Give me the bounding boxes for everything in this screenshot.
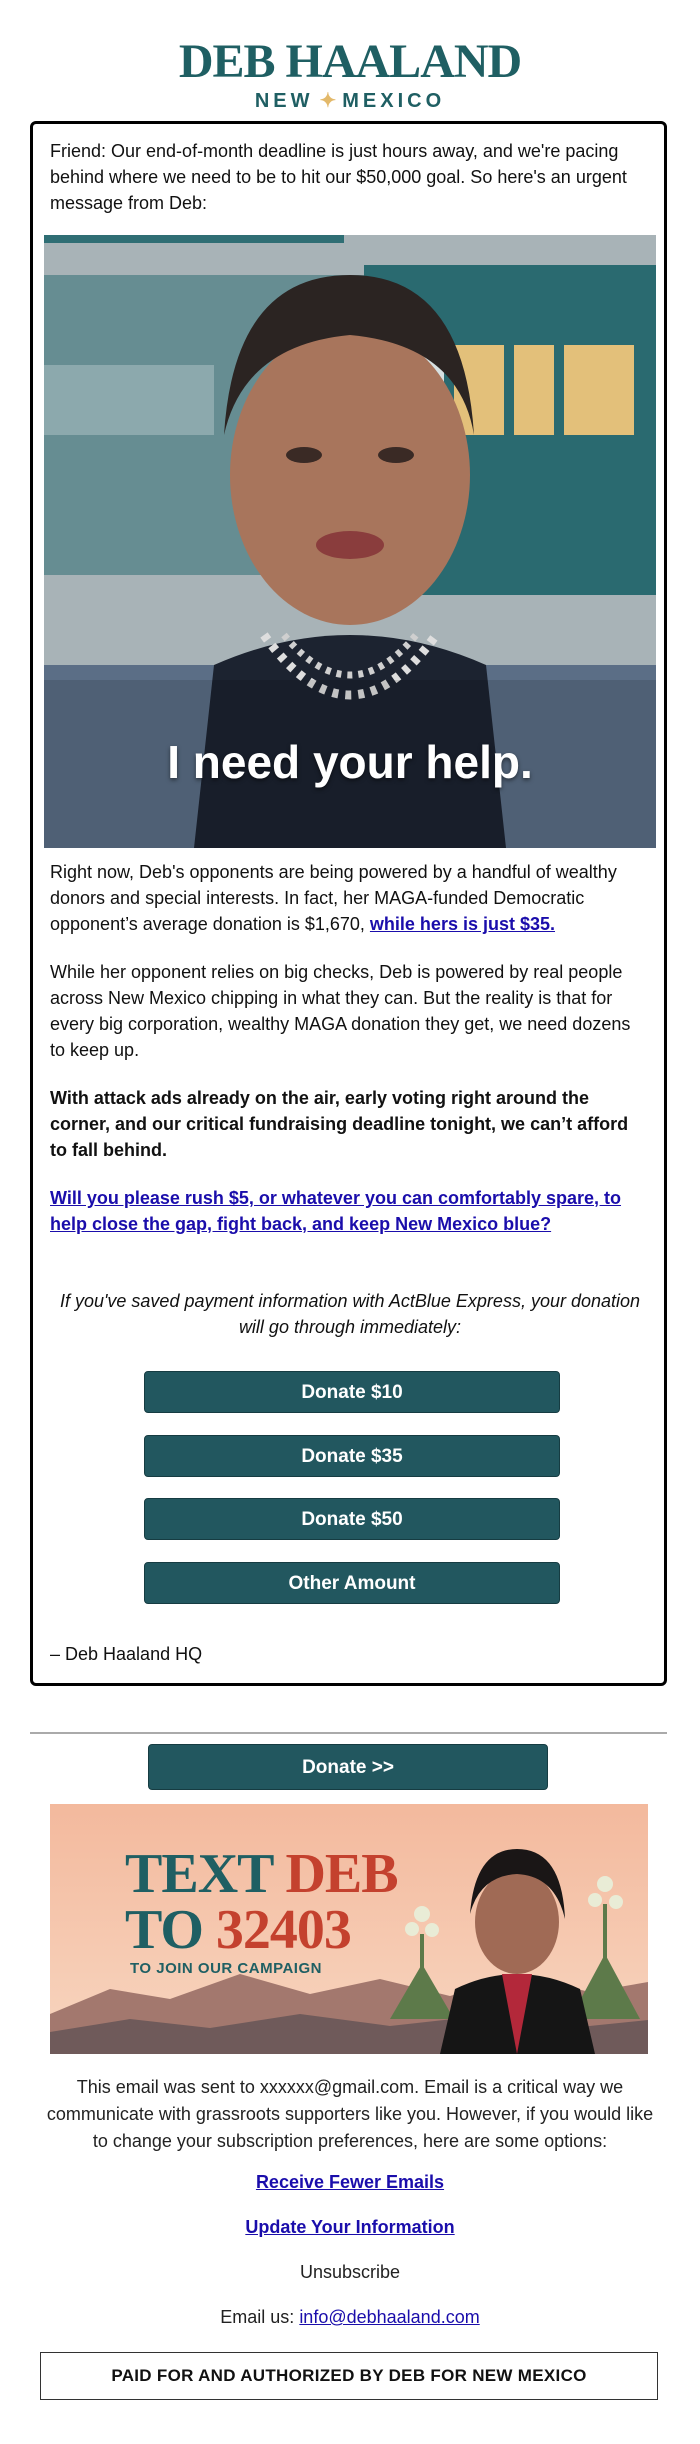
banner-deb-word: DEB [285,1843,398,1905]
intro-paragraph: Friend: Our end-of-month deadline is just hours away, and we're pacing behind where we need to be to hit our $50,000 goal. So here's an urgent message from Deb: [50,141,627,213]
donate-10-button[interactable]: Donate $10 [144,1371,560,1413]
average-donation-link[interactable]: while hers is just $35. [369,914,556,934]
update-info-row [0,2217,700,2238]
subscription-notice: This email was sent to xxxxxx@gmail.com. Email is a critical way we communicate with grassroots supporters like you. However, if you would like to change your subscription preferences, here are some options: [46,2077,654,2151]
real-people-paragraph: While her opponent relies on big checks, Deb is powered by real people across New Mexico chipping in what they can. But the reality is that for every big corporation, wealthy MAGA donation they get, we need dozens to keep up. [50,962,631,1060]
campaign-logo-name: DEB HAALAND [178,35,522,88]
banner-shortcode: 32403 [215,1899,351,1961]
banner-headline-line2 [125,1899,351,1961]
receive-fewer-emails-link[interactable]: Receive Fewer Emails [255,2172,445,2192]
campaign-logo-state [0,90,700,112]
deadline-paragraph: With attack ads already on the air, early voting right around the corner, and our critical fundraising deadline tonight, we can’t afford to fall behind. [50,1088,629,1160]
message-card [30,121,667,1686]
logo-state-left: NEW [254,90,314,112]
banner-headline-line1 [125,1843,398,1905]
contact-email-link[interactable]: info@debhaaland.com [299,2307,480,2327]
logo-state-right: MEXICO [342,90,446,112]
contact-email-row [0,2307,700,2328]
actblue-express-note: If you've saved payment information with ActBlue Express, your donation will go through immediately: [59,1291,641,1337]
donate-50-button[interactable]: Donate $50 [144,1498,560,1540]
email-header [0,0,700,118]
banner-to-word: TO [125,1899,203,1961]
banner-subtitle: TO JOIN OUR CAMPAIGN [130,1960,322,1977]
opponent-donors-paragraph [50,859,650,937]
opponent-donors-text: Right now, Deb's opponents are being powered by a handful of wealthy donors and special interests. In fact, her MAGA-funded Democratic opponent’s average donation is $1,670, [50,862,617,934]
video-caption: I need your help. [167,736,533,788]
paid-for-disclaimer: PAID FOR AND AUTHORIZED BY DEB FOR NEW MEXICO [40,2352,658,2400]
rush-donation-link[interactable]: Will you please rush $5, or whatever you can comfortably spare, to help close the gap, fight back, and keep New Mexico blue? [50,1188,622,1234]
rush-donation-paragraph [50,1185,650,1237]
update-information-link[interactable]: Update Your Information [245,2217,455,2237]
text-deb-banner[interactable] [50,1804,648,2054]
donate-35-button[interactable]: Donate $35 [144,1435,560,1477]
donate-main-button[interactable]: Donate >> [148,1744,548,1790]
signoff: – Deb Haaland HQ [50,1644,203,1664]
zia-sun-icon: ✦ [319,90,337,112]
email-us-label: Email us: [220,2307,300,2327]
unsubscribe-link[interactable]: Unsubscribe [299,2262,401,2282]
section-divider [30,1732,667,1734]
other-amount-button[interactable]: Other Amount [144,1562,560,1604]
banner-text-word: TEXT [125,1843,273,1905]
video-thumbnail[interactable] [44,235,656,848]
fewer-emails-row [0,2172,700,2193]
